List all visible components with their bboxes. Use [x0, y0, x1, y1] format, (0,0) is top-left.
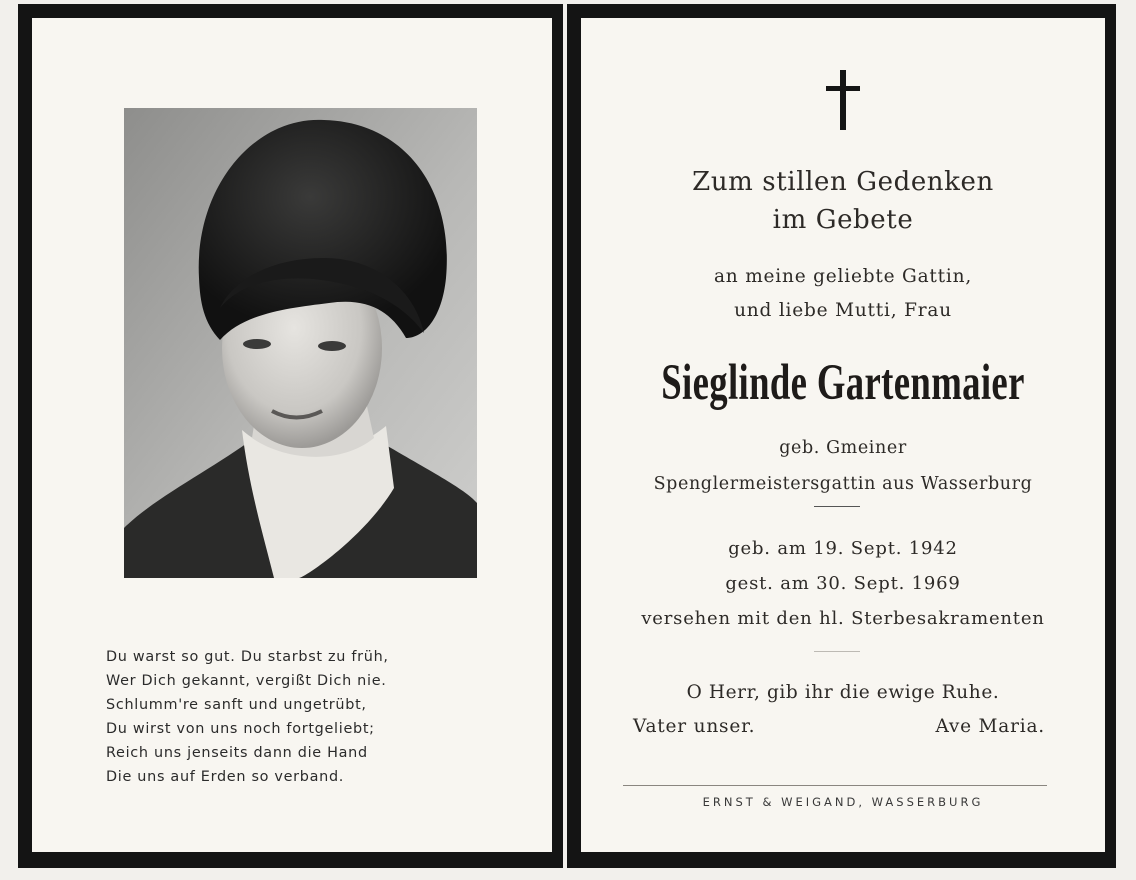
- divider: [814, 651, 860, 652]
- details: [581, 430, 1105, 502]
- heading-line: im Gebete: [772, 205, 914, 235]
- left-card: [32, 18, 552, 852]
- poem-line: Reich uns jenseits dann die Hand: [106, 745, 368, 761]
- dedication-line: an meine geliebte Gattin,: [713, 266, 973, 287]
- cross-icon: [581, 70, 1105, 134]
- prayer-vater-unser: Vater unser.: [633, 716, 756, 737]
- heading-line: Zum stillen Gedenken: [692, 167, 994, 197]
- poem: [106, 645, 486, 789]
- birth-date: geb. am 19. Sept. 1942: [728, 538, 958, 559]
- right-card-panel: [567, 4, 1116, 868]
- prayer: O Herr, gib ihr die ewige Ruhe.: [686, 682, 1000, 703]
- prayer-closing: [633, 710, 1045, 744]
- divider: [814, 506, 860, 507]
- footer-divider: [623, 785, 1047, 786]
- maiden-name: geb. Gmeiner: [779, 438, 907, 458]
- poem-line: Wer Dich gekannt, vergißt Dich nie.: [106, 673, 387, 689]
- heading: [581, 163, 1105, 239]
- poem-line: Die uns auf Erden so verband.: [106, 769, 345, 785]
- poem-line: Du warst so gut. Du starbst zu früh,: [106, 649, 389, 665]
- printer-imprint: ERNST & WEIGAND, WASSERBURG: [702, 795, 984, 809]
- right-card: [581, 18, 1105, 852]
- poem-line: Schlumm're sanft und ungetrübt,: [106, 697, 367, 713]
- dedication-line: und liebe Mutti, Frau: [734, 300, 952, 321]
- poem-line: Du wirst von uns noch fortgeliebt;: [106, 721, 375, 737]
- dedication: [581, 260, 1105, 328]
- death-date: gest. am 30. Sept. 1969: [725, 573, 961, 594]
- sacraments: versehen mit den hl. Sterbesakramenten: [641, 608, 1045, 629]
- prayer-ave-maria: Ave Maria.: [935, 716, 1045, 737]
- dates: [581, 531, 1105, 636]
- occupation: Spenglermeistersgattin aus Wasserburg: [653, 474, 1033, 494]
- left-card-panel: [18, 4, 563, 868]
- portrait-photo: [124, 108, 477, 578]
- deceased-name: Sieglinde Gartenmaier: [661, 355, 1025, 411]
